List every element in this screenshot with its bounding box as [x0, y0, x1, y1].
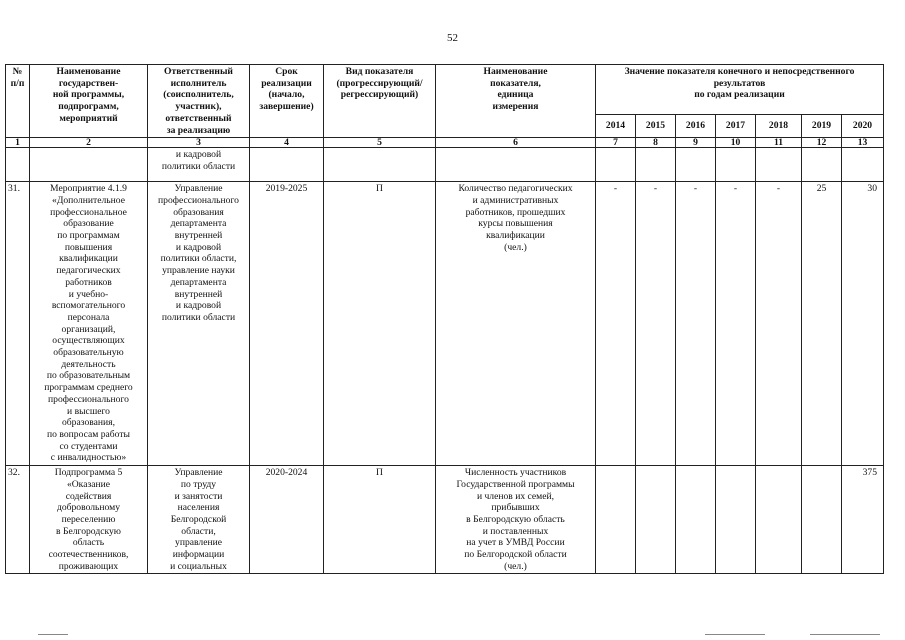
year-2018: 2018 [756, 115, 802, 138]
row-type: П [324, 182, 436, 466]
row-value-2017 [716, 466, 756, 574]
row-num: 31. [6, 182, 30, 466]
row-value-2014: - [596, 182, 636, 466]
row-value-2018 [756, 466, 802, 574]
row-name: Мероприятие 4.1.9 «Дополнительное профессиональное образование по программам повышения квалификации педагогических работников и учебно- вспомогательного персонала организаций, осуществляющих образовательную деятельность по образовательным программам среднего профессионального и высшего образования, по вопросам работы со студентами с инвалидностью» [30, 182, 148, 466]
column-number: 1 [6, 138, 30, 148]
scan-edge-marks [0, 634, 905, 636]
row-value-2016 [676, 466, 716, 574]
row-name: Подпрограмма 5 «Оказание содействия добровольному переселению в Белгородскую область соотечественников, проживающих [30, 466, 148, 574]
row-value-2019 [802, 148, 842, 182]
year-2015: 2015 [636, 115, 676, 138]
column-number: 12 [802, 138, 842, 148]
row-value-2015 [636, 148, 676, 182]
row-value-2018 [756, 148, 802, 182]
row-value-2016 [676, 148, 716, 182]
row-value-2016: - [676, 182, 716, 466]
row-responsible: Управление по труду и занятости населения Белгородской области, управление информации и социальных [148, 466, 250, 574]
header-responsible: Ответственный исполнитель (соисполнитель, участник), ответственный за реализацию [148, 65, 250, 138]
column-number: 5 [324, 138, 436, 148]
indicators-table [5, 64, 884, 574]
year-2014: 2014 [596, 115, 636, 138]
row-value-2020: 30 [842, 182, 884, 466]
scan-mark [38, 634, 68, 635]
row-value-2020: 375 [842, 466, 884, 574]
header-indicator-type: Вид показателя (прогрессирующий/ регрессирующий) [324, 65, 436, 138]
row-num [6, 148, 30, 182]
table-row [6, 182, 884, 466]
header-term: Срок реализации (начало, завершение) [250, 65, 324, 138]
row-indicator: Численность участников Государственной программы и членов их семей, прибывших в Белгородскую область и поставленных на учет в УМВД России по Белгородской области (чел.) [436, 466, 596, 574]
scan-mark [705, 634, 765, 635]
row-value-2014 [596, 466, 636, 574]
year-2019: 2019 [802, 115, 842, 138]
scan-mark [810, 634, 880, 635]
column-number: 7 [596, 138, 636, 148]
row-value-2019 [802, 466, 842, 574]
column-number: 2 [30, 138, 148, 148]
row-value-2017 [716, 148, 756, 182]
table-row [6, 148, 884, 182]
row-term: 2019-2025 [250, 182, 324, 466]
row-term: 2020-2024 [250, 466, 324, 574]
row-value-2015: - [636, 182, 676, 466]
header-values: Значение показателя конечного и непосредственного результатов по годам реализации [596, 65, 884, 115]
header-name: Наименование государствен- ной программы, подпрограмм, мероприятий [30, 65, 148, 138]
row-responsible: и кадровой политики области [148, 148, 250, 182]
row-responsible: Управление профессионального образования департамента внутренней и кадровой политики области, управление науки департамента внутренней и кадровой политики области [148, 182, 250, 466]
row-indicator: Количество педагогических и административных работников, прошедших курсы повышения квалификации (чел.) [436, 182, 596, 466]
header-num: № п/п [6, 65, 30, 138]
column-number: 4 [250, 138, 324, 148]
header-row-main [6, 65, 884, 115]
row-value-2017: - [716, 182, 756, 466]
row-indicator [436, 148, 596, 182]
row-type [324, 148, 436, 182]
row-name [30, 148, 148, 182]
year-2020: 2020 [842, 115, 884, 138]
column-number: 10 [716, 138, 756, 148]
column-number: 8 [636, 138, 676, 148]
year-2016: 2016 [676, 115, 716, 138]
year-2017: 2017 [716, 115, 756, 138]
row-type: П [324, 466, 436, 574]
column-number: 9 [676, 138, 716, 148]
column-number: 3 [148, 138, 250, 148]
column-number: 11 [756, 138, 802, 148]
table-row [6, 466, 884, 574]
row-value-2018: - [756, 182, 802, 466]
row-term [250, 148, 324, 182]
column-number: 13 [842, 138, 884, 148]
row-value-2014 [596, 148, 636, 182]
row-value-2015 [636, 466, 676, 574]
column-number: 6 [436, 138, 596, 148]
header-indicator-name: Наименование показателя, единица измерения [436, 65, 596, 138]
page-number: 52 [447, 32, 458, 44]
column-numbers-row [6, 138, 884, 148]
row-num: 32. [6, 466, 30, 574]
row-value-2019: 25 [802, 182, 842, 466]
row-value-2020 [842, 148, 884, 182]
